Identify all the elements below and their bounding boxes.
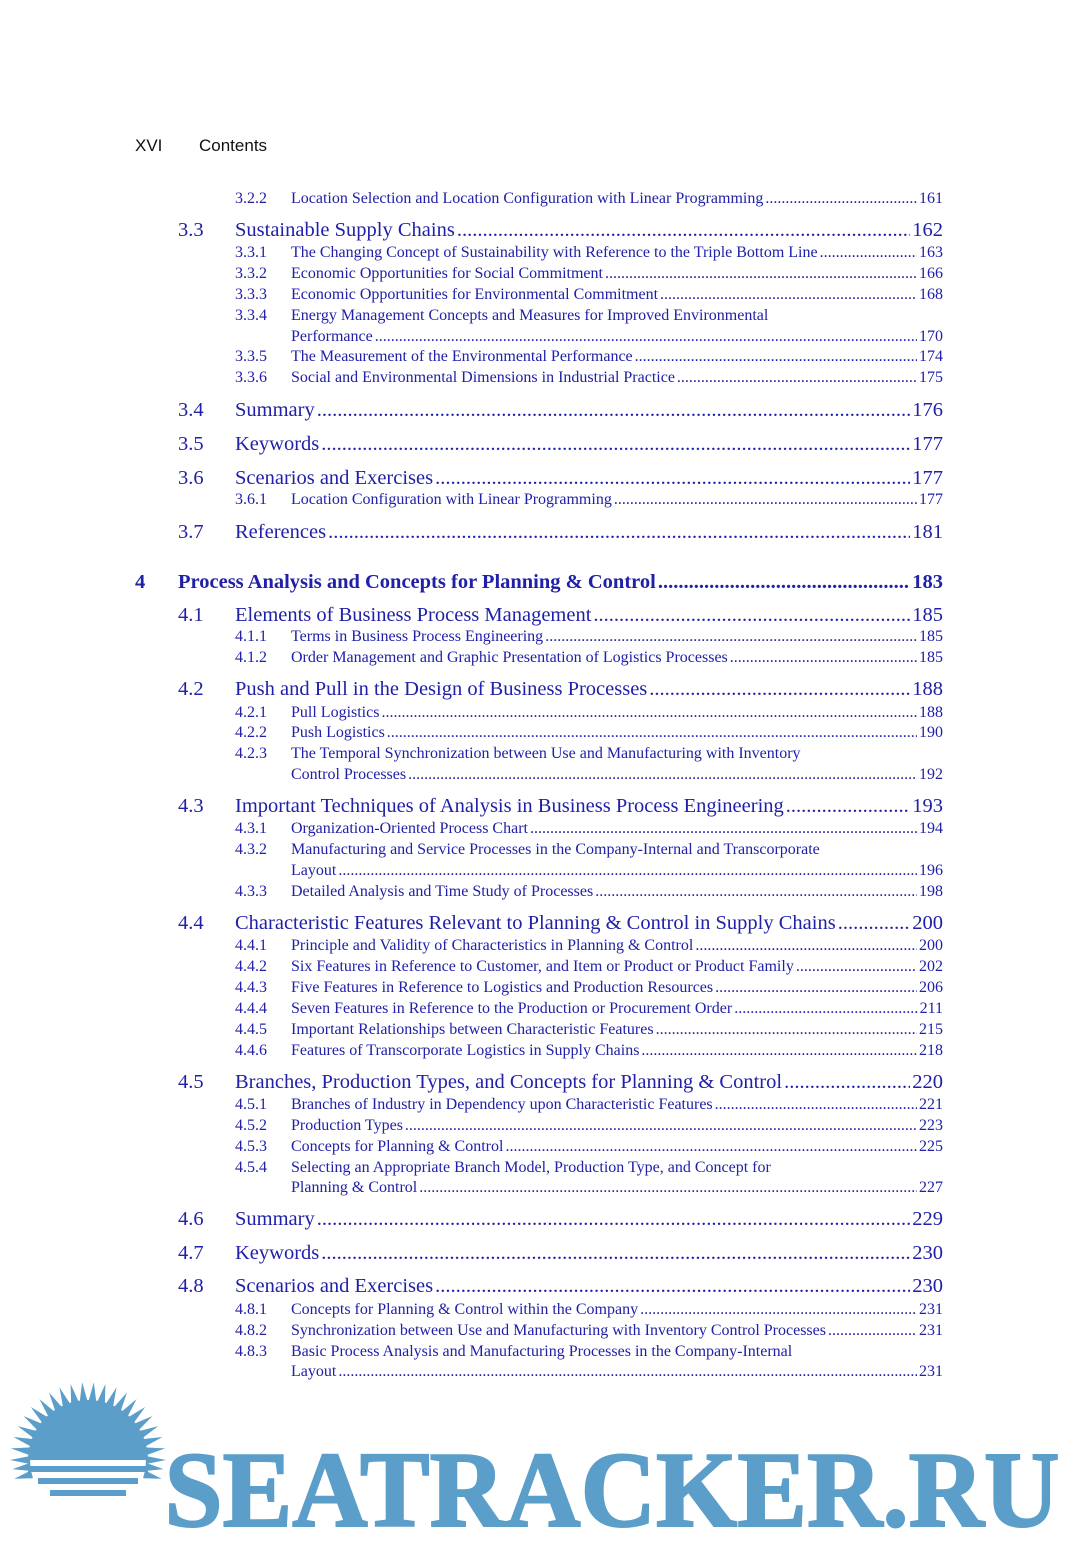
toc-page: 218 (919, 1042, 943, 1059)
toc-subsection[interactable] (235, 956, 943, 977)
toc-page: 231 (919, 1301, 943, 1318)
toc-title: Basic Process Analysis and Manufacturing Processes in the Company-Internal (291, 1343, 793, 1360)
toc-page: 188 (912, 678, 943, 700)
leader-dots (677, 367, 917, 388)
toc-page: 227 (919, 1179, 943, 1196)
toc-number: 4.2.3 (235, 745, 267, 762)
leader-dots (641, 1040, 917, 1061)
leader-dots (338, 860, 917, 881)
toc-number: 4.4.4 (235, 1000, 267, 1017)
toc-title: Important Relationships between Characteristic Features (291, 1021, 654, 1038)
toc-page: 200 (919, 937, 943, 954)
leader-dots (317, 396, 911, 424)
leader-dots (419, 1177, 917, 1198)
toc-title: Keywords (235, 1242, 320, 1264)
toc-title: Location Selection and Location Configuration with Linear Programming (291, 190, 764, 207)
toc-number: 3.4 (178, 399, 204, 421)
toc-title: Manufacturing and Service Processes in the Company-Internal and Transcorporate (291, 841, 820, 858)
toc-title: Five Features in Reference to Logistics and Production Resources (291, 979, 714, 996)
toc-page: 229 (912, 1208, 943, 1230)
toc-title: Keywords (235, 433, 320, 455)
toc-title: References (235, 521, 327, 543)
toc-number: 3.2.2 (235, 190, 267, 207)
toc-number: 3.3.6 (235, 369, 267, 386)
toc-page: 168 (919, 286, 943, 303)
leader-dots (765, 188, 917, 209)
toc-subsection-continuation[interactable] (291, 764, 943, 785)
toc-subsection[interactable] (235, 1341, 943, 1362)
toc-number: 4.7 (178, 1242, 204, 1264)
toc-subsection[interactable] (235, 367, 943, 388)
toc-page: 176 (912, 399, 943, 421)
toc-section[interactable] (178, 396, 943, 424)
running-title: Contents (199, 136, 268, 155)
toc-title: Synchronization between Use and Manufacturing with Inventory Control Processes (291, 1322, 826, 1339)
toc-number: 4.8.3 (235, 1343, 267, 1360)
leader-dots (838, 909, 911, 937)
toc-subsection-continuation[interactable] (291, 1177, 943, 1198)
leader-dots (435, 464, 910, 492)
toc-subsection[interactable] (235, 702, 943, 723)
leader-dots (321, 1239, 910, 1267)
toc-title: Characteristic Features Relevant to Planning & Control in Supply Chains (235, 912, 836, 934)
toc-section[interactable] (178, 430, 943, 458)
toc-subsection[interactable] (235, 647, 943, 668)
leader-dots (614, 489, 917, 510)
toc-subsection[interactable] (235, 839, 943, 860)
toc-title: Summary (235, 399, 315, 421)
toc-subsection[interactable] (235, 188, 943, 209)
toc-number: 3.3.5 (235, 348, 267, 365)
toc-title: Location Configuration with Linear Programming (291, 491, 612, 508)
toc-subsection[interactable] (235, 1019, 943, 1040)
toc-section[interactable] (178, 909, 943, 937)
toc-title: Selecting an Appropriate Branch Model, Production Type, and Concept for (291, 1159, 771, 1176)
leader-dots (658, 568, 910, 596)
toc-page: 192 (919, 766, 943, 783)
toc-title: Important Techniques of Analysis in Business Process Engineering (235, 795, 784, 817)
toc-page: 185 (919, 628, 943, 645)
toc-subsection[interactable] (235, 489, 943, 510)
leader-dots (505, 1136, 917, 1157)
leader-dots (408, 764, 917, 785)
toc-section[interactable] (178, 1205, 943, 1233)
leader-dots (317, 1205, 911, 1233)
toc-number: 3.3.4 (235, 307, 267, 324)
toc-title: Summary (235, 1208, 315, 1230)
toc-subsection[interactable] (235, 935, 943, 956)
toc-page: 196 (919, 862, 943, 879)
toc-page: 193 (912, 795, 943, 817)
toc-title: Production Types (291, 1117, 403, 1134)
toc-title: Energy Management Concepts and Measures for Improved Environmental (291, 307, 769, 324)
leader-dots (635, 346, 917, 367)
toc-page: 211 (919, 1000, 943, 1017)
toc-subsection[interactable] (235, 1136, 943, 1157)
toc-title: Sustainable Supply Chains (235, 219, 455, 241)
toc-title: Concepts for Planning & Control within the Company (291, 1301, 639, 1318)
leader-dots (734, 998, 917, 1019)
toc-page: 200 (912, 912, 943, 934)
toc-subsection[interactable] (235, 722, 943, 743)
toc-subsection[interactable] (235, 1094, 943, 1115)
sun-ray (88, 1382, 96, 1402)
toc-subsection[interactable] (235, 1040, 943, 1061)
toc-subsection[interactable] (235, 743, 943, 764)
toc-title: Layout (291, 1363, 337, 1380)
leader-dots (695, 935, 917, 956)
toc-title: Concepts for Planning & Control (291, 1138, 504, 1155)
toc-number: 4.3.3 (235, 883, 267, 900)
toc-section[interactable] (178, 1272, 943, 1300)
toc-page: 175 (919, 369, 943, 386)
leader-dots (387, 722, 917, 743)
toc-title: Branches, Production Types, and Concepts for Planning & Control (235, 1071, 783, 1093)
toc-number: 4.4.6 (235, 1042, 267, 1059)
toc-subsection-continuation[interactable] (291, 860, 943, 881)
toc-number: 4.8.2 (235, 1322, 267, 1339)
toc-title: Economic Opportunities for Social Commitment (291, 265, 603, 282)
toc-section[interactable] (178, 675, 943, 703)
toc-title: Pull Logistics (291, 704, 380, 721)
toc-number: 3.3 (178, 219, 204, 241)
leader-dots (640, 1299, 917, 1320)
toc-number: 4.5.4 (235, 1159, 267, 1176)
toc-number: 3.3.2 (235, 265, 267, 282)
toc-title: Social and Environmental Dimensions in Industrial Practice (291, 369, 675, 386)
toc-page: 183 (912, 571, 943, 593)
leader-dots (796, 956, 917, 977)
toc-section[interactable] (178, 1239, 943, 1267)
leader-dots (457, 216, 910, 244)
toc-title: Detailed Analysis and Time Study of Processes (291, 883, 594, 900)
toc-section[interactable] (178, 464, 943, 492)
toc-number: 4.5 (178, 1071, 204, 1093)
toc-section[interactable] (178, 601, 943, 629)
toc-number: 4.4 (178, 912, 204, 934)
toc-page: 221 (919, 1096, 943, 1113)
toc-page: 231 (919, 1363, 943, 1380)
leader-dots (405, 1115, 917, 1136)
toc-title: Push and Pull in the Design of Business Processes (235, 678, 648, 700)
leader-dots (715, 1094, 917, 1115)
toc-number: 3.6.1 (235, 491, 267, 508)
toc-page: 177 (912, 433, 943, 455)
leader-dots (328, 518, 910, 546)
toc-page: 188 (919, 704, 943, 721)
leader-dots (730, 647, 917, 668)
leader-dots (321, 430, 910, 458)
toc-number: 3.3.1 (235, 244, 267, 261)
toc-subsection[interactable] (235, 1299, 943, 1320)
toc-number: 4.1 (178, 604, 204, 626)
toc-subsection[interactable] (235, 1115, 943, 1136)
toc-page: 190 (919, 724, 943, 741)
toc-title: Push Logistics (291, 724, 385, 741)
toc-title: Principle and Validity of Characteristics in Planning & Control (291, 937, 694, 954)
toc-title: Organization-Oriented Process Chart (291, 820, 528, 837)
toc-number: 4.1.1 (235, 628, 267, 645)
leader-dots (786, 792, 910, 820)
toc-number: 4.3.2 (235, 841, 267, 858)
toc-page: 185 (919, 649, 943, 666)
toc-number: 4.5.3 (235, 1138, 267, 1155)
toc-title: The Changing Concept of Sustainability with Reference to the Triple Bottom Line (291, 244, 818, 261)
toc-subsection[interactable] (235, 1157, 943, 1178)
sun-logo-icon (10, 1382, 166, 1496)
toc-subsection[interactable] (235, 305, 943, 326)
toc-page: 170 (919, 328, 943, 345)
toc-page: 225 (919, 1138, 943, 1155)
watermark-text: SEATRACKER.RU (164, 1431, 1060, 1541)
toc-page: 230 (912, 1275, 943, 1297)
toc-page: 162 (912, 219, 943, 241)
toc-page: 231 (919, 1322, 943, 1339)
toc-number: 4.4.3 (235, 979, 267, 996)
toc-number: 4.6 (178, 1208, 204, 1230)
toc-number: 4.5.2 (235, 1117, 267, 1134)
leader-dots (820, 242, 917, 263)
watermark (0, 1378, 1080, 1541)
toc-title: The Measurement of the Environmental Performance (291, 348, 633, 365)
toc-title: The Temporal Synchronization between Use and Manufacturing with Inventory (291, 745, 801, 762)
toc-page: 166 (919, 265, 943, 282)
toc-page: 215 (919, 1021, 943, 1038)
toc-title: Elements of Business Process Management (235, 604, 592, 626)
toc-subsection[interactable] (235, 346, 943, 367)
toc-page: 198 (919, 883, 943, 900)
toc-title: Scenarios and Exercises (235, 1275, 434, 1297)
toc-page: 223 (919, 1117, 943, 1134)
leader-dots (828, 1320, 917, 1341)
sun-ray (80, 1382, 88, 1402)
toc-number: 4.3.1 (235, 820, 267, 837)
leader-dots (605, 263, 917, 284)
toc-number: 4.3 (178, 795, 204, 817)
leader-dots (530, 818, 917, 839)
toc-subsection[interactable] (235, 626, 943, 647)
toc-title: Process Analysis and Concepts for Planning & Control (178, 571, 656, 593)
toc-number: 4.4.2 (235, 958, 267, 975)
toc-page: 181 (912, 521, 943, 543)
toc-number: 4.4.1 (235, 937, 267, 954)
toc-number: 3.3.3 (235, 286, 267, 303)
page-number: XVI (135, 136, 163, 155)
toc-chapter[interactable] (135, 568, 943, 596)
leader-dots (593, 601, 910, 629)
leader-dots (435, 1272, 910, 1300)
toc-title: Branches of Industry in Dependency upon Characteristic Features (291, 1096, 713, 1113)
toc-title: Seven Features in Reference to the Production or Procurement Order (291, 1000, 733, 1017)
toc-page: 194 (919, 820, 943, 837)
leader-dots (715, 977, 917, 998)
toc-page: 163 (919, 244, 943, 261)
sun-ray (10, 1456, 30, 1464)
toc-subsection[interactable] (235, 881, 943, 902)
toc-page: 185 (912, 604, 943, 626)
toc-number: 4.2 (178, 678, 204, 700)
toc-number: 4.1.2 (235, 649, 267, 666)
toc-number: 4.5.1 (235, 1096, 267, 1113)
toc-page: 220 (912, 1071, 943, 1093)
toc-page: 174 (919, 348, 943, 365)
toc-section[interactable] (178, 792, 943, 820)
toc-title: Economic Opportunities for Environmental Commitment (291, 286, 659, 303)
toc-number: 4.2.2 (235, 724, 267, 741)
leader-dots (660, 284, 917, 305)
leader-dots (375, 326, 917, 347)
toc-title: Terms in Business Process Engineering (291, 628, 544, 645)
toc-page: 202 (919, 958, 943, 975)
toc-page: 230 (912, 1242, 943, 1264)
toc-subsection[interactable] (235, 1320, 943, 1341)
toc-title: Performance (291, 328, 373, 345)
toc-section[interactable] (178, 518, 943, 546)
toc-number: 3.7 (178, 521, 204, 543)
toc-section[interactable] (178, 1068, 943, 1096)
leader-dots (381, 702, 917, 723)
leader-dots (595, 881, 917, 902)
toc-title: Scenarios and Exercises (235, 467, 434, 489)
toc-page: 161 (919, 190, 943, 207)
leader-dots (545, 626, 917, 647)
toc-page: 206 (919, 979, 943, 996)
toc-subsection[interactable] (235, 284, 943, 305)
toc-number: 4.8 (178, 1275, 204, 1297)
toc-title: Layout (291, 862, 337, 879)
toc-subsection[interactable] (235, 242, 943, 263)
toc-page: 177 (912, 467, 943, 489)
toc-number: 4.2.1 (235, 704, 267, 721)
toc-subsection[interactable] (235, 818, 943, 839)
toc-title: Order Management and Graphic Presentation of Logistics Processes (291, 649, 728, 666)
toc-title: Six Features in Reference to Customer, and Item or Product or Product Family (291, 958, 794, 975)
toc-page: 177 (919, 491, 943, 508)
leader-dots (649, 675, 910, 703)
toc-number: 4.4.5 (235, 1021, 267, 1038)
toc-title: Planning & Control (291, 1179, 418, 1196)
sun-ray (146, 1456, 166, 1464)
toc-subsection[interactable] (235, 263, 943, 284)
toc-subsection[interactable] (235, 977, 943, 998)
toc-title: Control Processes (291, 766, 407, 783)
leader-dots (784, 1068, 910, 1096)
toc-number: 4 (135, 571, 146, 593)
toc-number: 3.5 (178, 433, 204, 455)
toc-number: 4.8.1 (235, 1301, 267, 1318)
toc-number: 3.6 (178, 467, 204, 489)
toc-title: Features of Transcorporate Logistics in Supply Chains (291, 1042, 640, 1059)
toc-subsection-continuation[interactable] (291, 326, 943, 347)
leader-dots (656, 1019, 917, 1040)
toc-section[interactable] (178, 216, 943, 244)
toc-subsection[interactable] (235, 998, 943, 1019)
